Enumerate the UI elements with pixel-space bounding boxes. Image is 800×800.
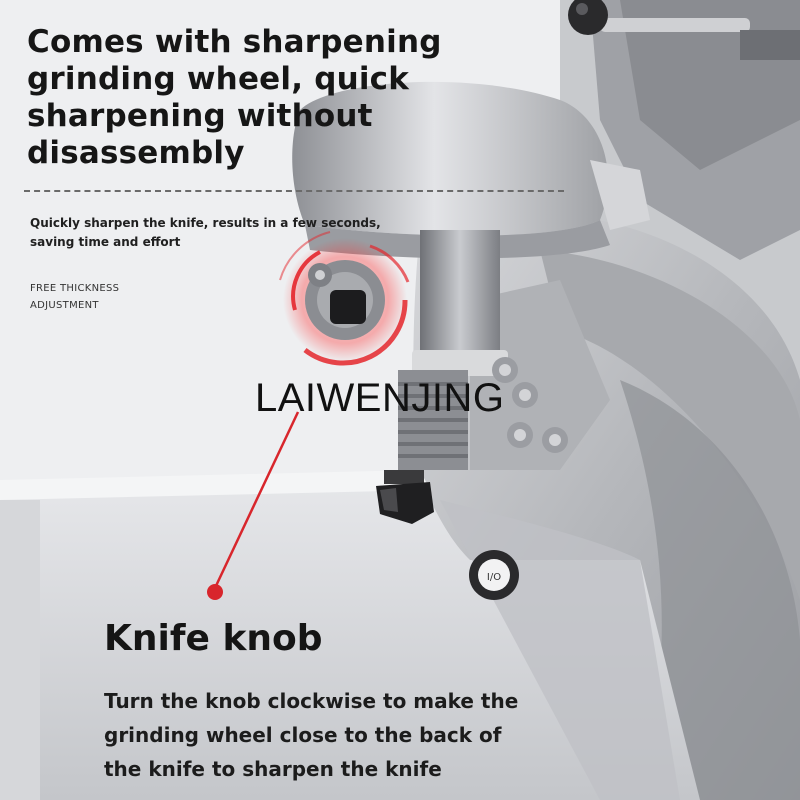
knob-title: Knife knob [104, 618, 323, 659]
watermark: LAIWENJING [255, 376, 505, 420]
feature-label: FREE THICKNESS ADJUSTMENT [30, 283, 120, 311]
dashed-divider [24, 190, 564, 192]
pointer-dot [207, 584, 223, 600]
subheadline: Quickly sharpen the knife, results in a few seconds, saving time and effort [30, 216, 381, 249]
knob-description: Turn the knob clockwise to make the grinding wheel close to the back of the knife to sharpen the knife [104, 689, 519, 781]
headline: Comes with sharpening grinding wheel, quick sharpening without disassembly [27, 24, 442, 171]
power-switch [469, 550, 519, 600]
switch-label: I/O [486, 572, 502, 583]
